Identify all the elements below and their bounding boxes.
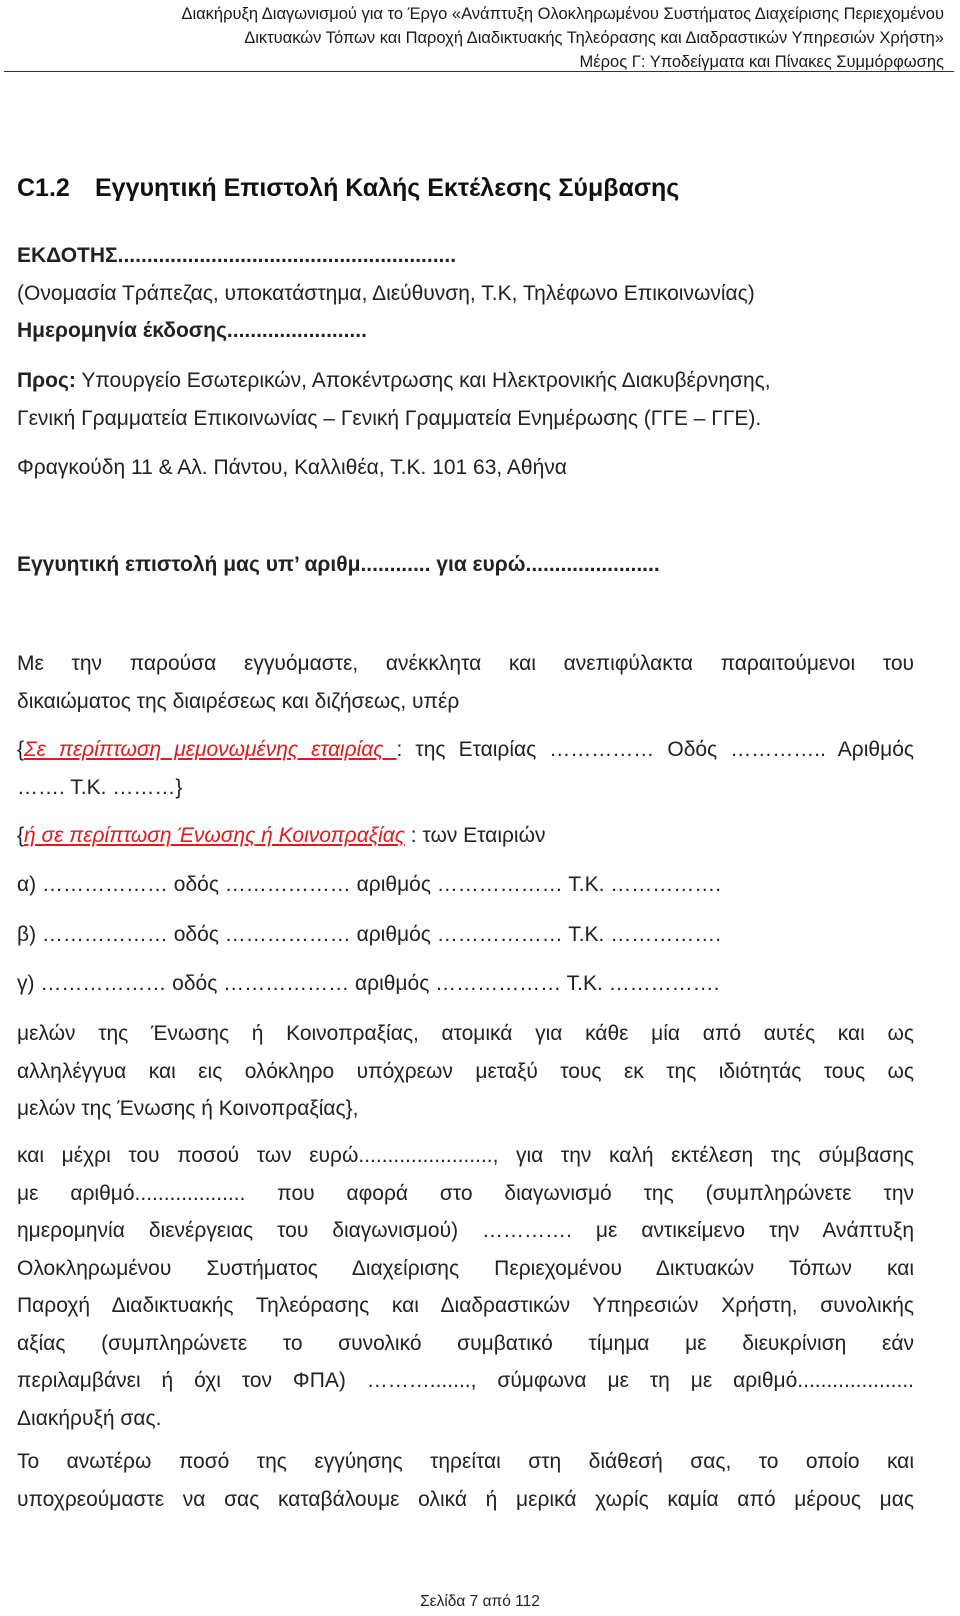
header-divider bbox=[4, 71, 954, 72]
header-line-3: Μέρος Γ: Υποδείγματα και Πίνακες Συμμόρφωσης bbox=[579, 53, 944, 71]
union-clause: {ή σε περίπτωση Ένωσης ή Κοινοπραξίας : των Εταιριών bbox=[17, 824, 546, 847]
page-header bbox=[24, 2, 944, 74]
intro-line-1: Με την παρούσα εγγυόμαστε, ανέκκλητα και ανεπιφύλακτα παραιτούμενοι του bbox=[17, 652, 914, 675]
recipient-address: Φραγκούδη 11 & Αλ. Πάντου, Καλλιθέα, Τ.Κ. 101 63, Αθήνα bbox=[17, 456, 567, 479]
issuer-label: ΕΚΔΟΤΗΣ bbox=[17, 244, 118, 267]
recipient-line-1: Προς: Υπουργείο Εσωτερικών, Αποκέντρωσης και Ηλεκτρονικής Διακυβέρνησης, bbox=[17, 369, 771, 392]
intro-paragraph bbox=[17, 645, 914, 720]
page-number: Σελίδα 7 από 112 bbox=[420, 1593, 540, 1610]
header-line-2: Δικτυακών Τόπων και Παροχή Διαδικτυακής Τηλεόρασης και Διαδραστικών Υπηρεσιών Χρήστη» bbox=[244, 29, 944, 47]
section-title: Εγγυητική Επιστολή Καλής Εκτέλεσης Σύμβασης bbox=[95, 174, 680, 202]
single-company-line-1: {Σε περίπτωση μεμονωμένης εταιρίας : της Εταιρίας …………… Οδός ………….. Αριθμός bbox=[17, 738, 914, 761]
single-company-clause bbox=[17, 731, 914, 806]
issuer-line bbox=[17, 237, 943, 275]
section-number: C1.2 bbox=[17, 174, 70, 202]
recipient-block bbox=[17, 362, 943, 487]
guarantee-reference: Εγγυητική επιστολή μας υπ’ αριθμ............ για ευρώ....................... bbox=[17, 553, 660, 576]
issue-date: Ημερομηνία έκδοσης........................ bbox=[17, 319, 367, 342]
union-link[interactable]: ή σε περίπτωση Ένωσης ή Κοινοπραξίας bbox=[24, 824, 405, 847]
single-company-link[interactable]: Σε περίπτωση μεμονωμένης εταιρίας bbox=[24, 738, 397, 761]
list-item: γ) ……………… οδός ……………… αριθμός ……………… Τ.Κ. ……………. bbox=[17, 972, 720, 995]
recipient-line-2: Γενική Γραμματεία Επικοινωνίας – Γενική Γραμματεία Ενημέρωσης (ΓΓΕ – ΓΓΕ). bbox=[17, 406, 762, 430]
single-company-line-2: ……. Τ.Κ. ………} bbox=[17, 775, 183, 799]
members-list bbox=[17, 866, 943, 1003]
final-paragraph: Το ανωτέρω ποσό της εγγύησης τηρείται στη διάθεσή σας, το οποίο και υποχρεούμαστε να σας καταβάλουμε ολικά ή μερικά χωρίς καμία από μέρους μας bbox=[17, 1450, 914, 1511]
issuer-block bbox=[17, 237, 943, 350]
list-item: β) ……………… οδός ……………… αριθμός ……………… Τ.Κ. ……………. bbox=[17, 922, 722, 946]
section-heading bbox=[17, 171, 943, 205]
list-item: α) ……………… οδός ……………… αριθμός ……………… Τ.Κ. ……………. bbox=[17, 873, 722, 896]
members-paragraph: μελών της Ένωσης ή Κοινοπραξίας, ατομικά για κάθε μία από αυτές και ως αλληλέγγυα και εις ολόκληρο υπόχρεων μεταξύ τους εκ της ιδιότητάς τους ως μελών της Ένωσης ή Κοινοπραξίας}, bbox=[17, 1022, 914, 1120]
issuer-dots: .......................................................... bbox=[117, 244, 457, 267]
issuer-details: (Ονομασία Τράπεζας, υποκατάστημα, Διεύθυνση, Τ.Κ, Τηλέφωνο Επικοινωνίας) bbox=[17, 281, 755, 305]
amount-paragraph: και μέχρι του ποσού των ευρώ......................., για την καλή εκτέλεση της σύμβασης με αριθμό................... που αφορά στο διαγωνισμό της (συμπληρώνετε την ημερομηνία διενέργειας του διαγωνισμού) …………. με αντικείμενο την Ανάπτυξη Ολοκληρωμένου Συστήματος Διαχείρισης Περιεχομένου Δικτυακών Τόπων και Παροχή Διαδικτυακής Τηλεόρασης και Διαδραστικών Υπηρεσιών Χρήστη, συνολικής αξίας (συμπληρώνετε το συνολικό συμβατικό τίμημα με διευκρίνιση εάν περιλαμβάνει ή όχι τον ΦΠΑ) ………......., σύμφωνα με τη με αριθμό.................... Διακήρυξή σας. bbox=[17, 1144, 914, 1430]
header-line-1: Διακήρυξη Διαγωνισμού για το Έργο «Ανάπτυξη Ολοκληρωμένου Συστήματος Διαχείρισης Περιεχομένου bbox=[181, 5, 944, 23]
recipient-label: Προς: bbox=[17, 369, 76, 392]
intro-line-2: δικαιώματος της διαιρέσεως και διζήσεως, υπέρ bbox=[17, 689, 460, 713]
